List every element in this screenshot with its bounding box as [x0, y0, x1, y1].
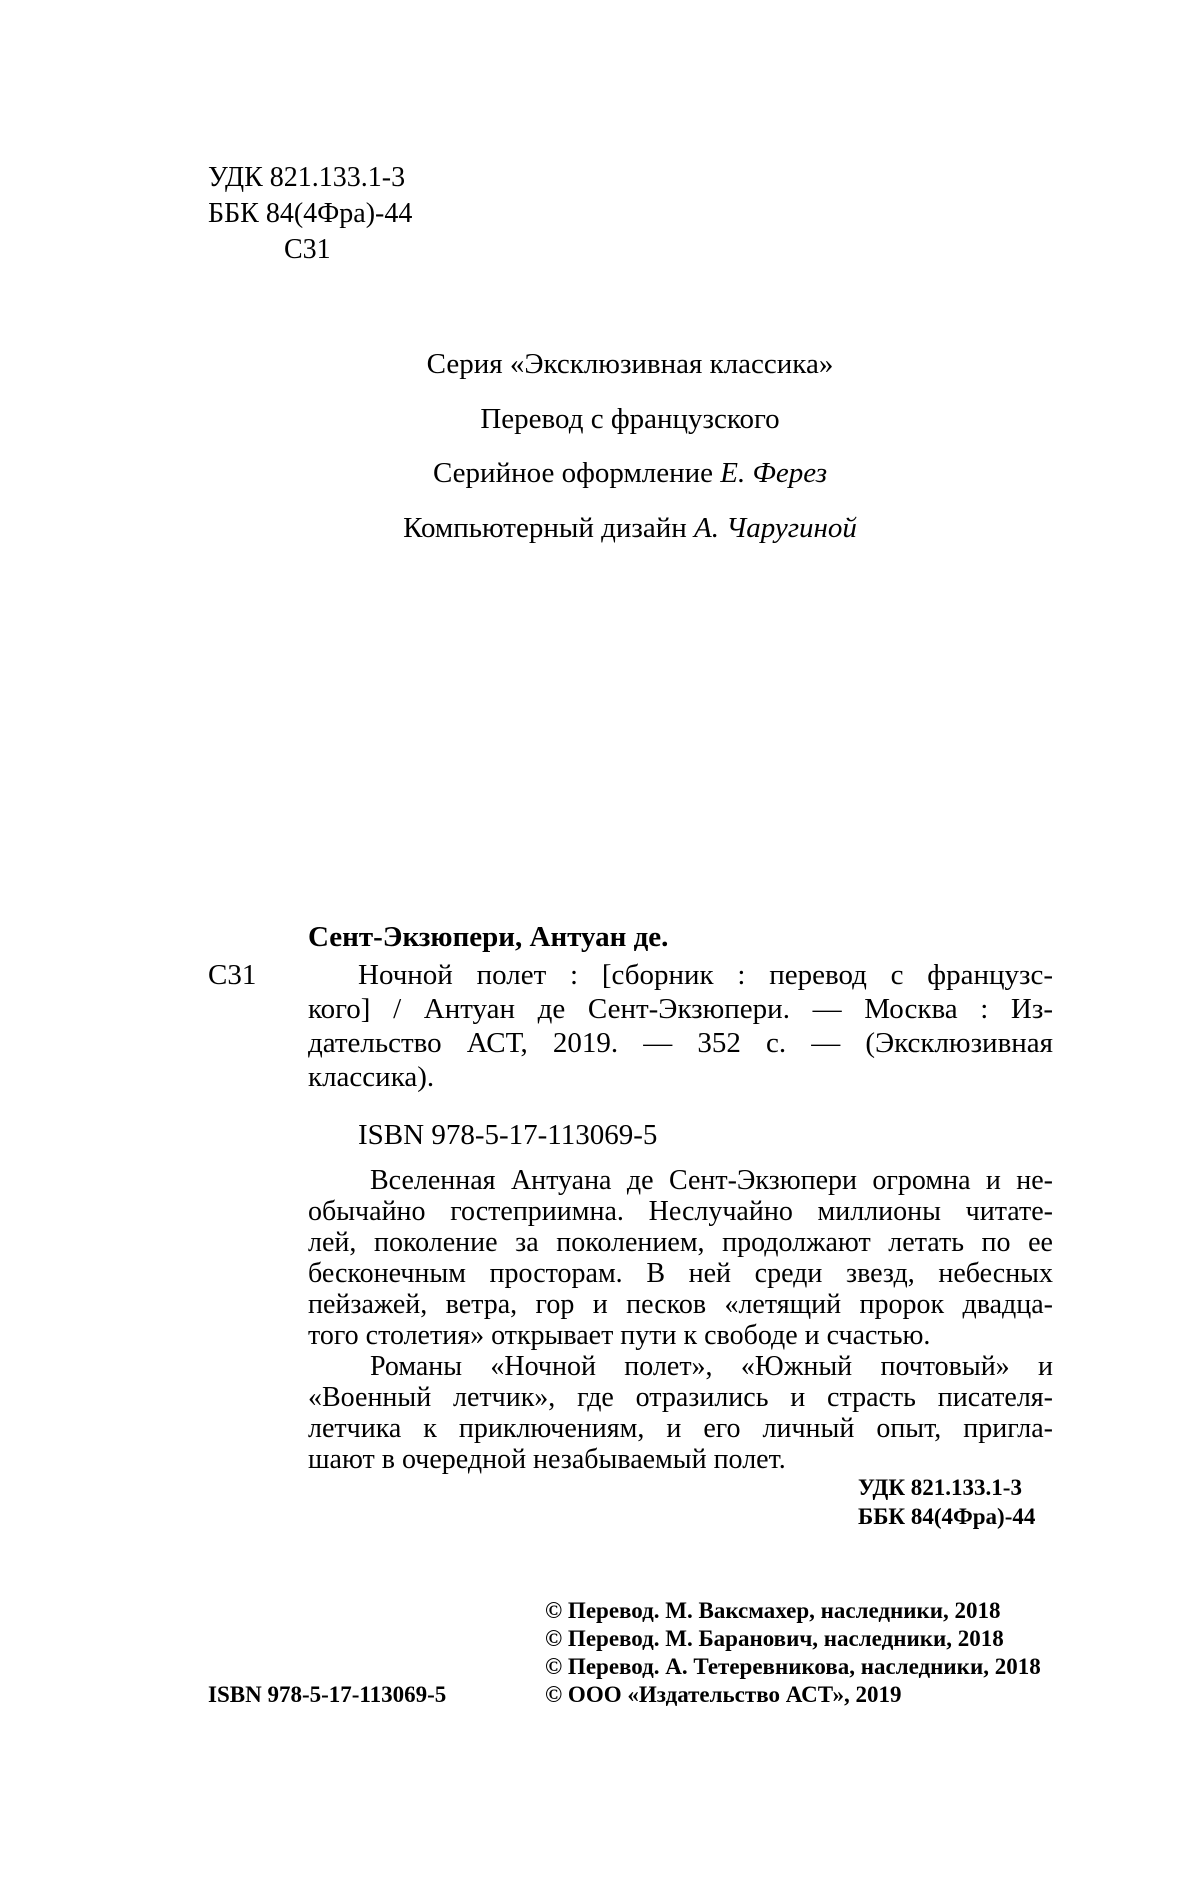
record-title-line: Ночной полет : [сборник : перевод с французс- — [358, 959, 1053, 991]
annotation-line: того столетия» открывает пути к свободе и счастью. — [308, 1320, 931, 1351]
annotation-line: пейзажей, ветра, гор и песков «летящий пророк двадца- — [308, 1289, 1053, 1320]
computer-design-label: Компьютерный дизайн — [403, 512, 695, 544]
bbk-code-top: ББК 84(4Фра)-44 — [208, 198, 413, 229]
record-author-sign: С31 — [208, 959, 257, 991]
annotation-line: Вселенная Антуана де Сент-Экзюпери огромна и не- — [370, 1165, 1053, 1196]
isbn-bottom: ISBN 978-5-17-113069-5 — [208, 1682, 447, 1707]
annotation-line: лей, поколение за поколением, продолжают летать по ее — [308, 1227, 1053, 1258]
annotation-line: шают в очередной незабываемый полет. — [308, 1444, 786, 1475]
series-line: Серия «Эксклюзивная классика» — [426, 348, 834, 380]
annotation — [308, 1165, 1053, 1475]
series-design-label: Серийное оформление — [432, 457, 721, 489]
udk-code-top: УДК 821.133.1-3 — [208, 162, 406, 193]
series-designer-name: Е. Ферез — [720, 457, 828, 489]
translation-line: Перевод с французского — [480, 403, 780, 435]
copyright-line: © Перевод. А. Тетеревникова, наследники, 2018 — [545, 1654, 1041, 1679]
computer-design-line — [0, 511, 1200, 545]
copyright-line: © Перевод. М. Баранович, наследники, 2018 — [545, 1626, 1004, 1651]
computer-designer-name: А. Чаругиной — [694, 512, 857, 544]
record-title-block — [308, 958, 1053, 1094]
annotation-line: летчика к приключениям, и его личный опыт, пригла- — [308, 1413, 1053, 1444]
record-title-line: кого] / Антуан де Сент-Экзюпери. — Москва : Из- — [308, 993, 1053, 1025]
record-isbn: ISBN 978-5-17-113069-5 — [358, 1119, 658, 1151]
udk-code-right: УДК 821.133.1-3 — [858, 1475, 1022, 1500]
annotation-line: обычайно гостеприимна. Неслучайно миллионы читате- — [308, 1196, 1053, 1227]
annotation-line: бесконечным просторам. В ней среди звезд, небесных — [308, 1258, 1053, 1289]
annotation-line: «Военный летчик», где отразились и страсть писателя- — [308, 1382, 1053, 1413]
copyright-line: © Перевод. М. Ваксмахер, наследники, 2018 — [545, 1598, 1001, 1623]
annotation-line: Романы «Ночной полет», «Южный почтовый» и — [370, 1351, 1053, 1382]
record-title-line: классика). — [308, 1061, 435, 1093]
bbk-code-right: ББК 84(4Фра)-44 — [858, 1504, 1036, 1529]
record-title-line: дательство АСТ, 2019. — 352 с. — (Эксклюзивная — [308, 1027, 1053, 1059]
copyright-line: © ООО «Издательство АСТ», 2019 — [545, 1682, 902, 1707]
author-sign-top: С31 — [284, 234, 331, 265]
record-author: Сент-Экзюпери, Антуан де. — [308, 921, 669, 953]
series-design-line — [0, 456, 1200, 490]
